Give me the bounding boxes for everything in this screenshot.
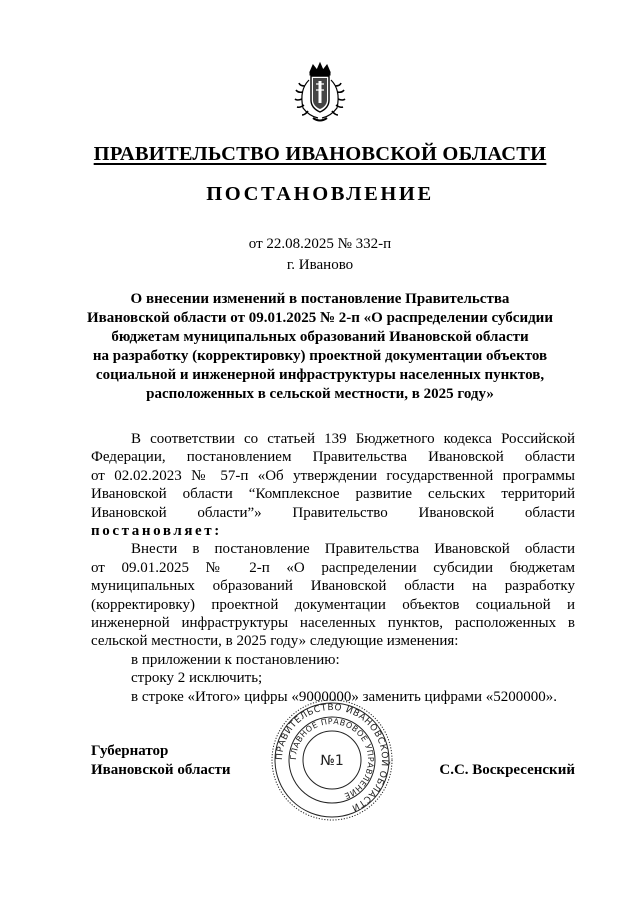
body-line: В соответствии со статьей 139 Бюджетного кодекса Российской bbox=[131, 431, 575, 447]
body-line: сельской местности, в 2025 году» следующие изменения: bbox=[91, 633, 459, 650]
position-line: Ивановской области bbox=[91, 762, 231, 778]
body-line: от 02.02.2023 № 57-п «Об утверждении государственной программы bbox=[91, 467, 575, 484]
position-line: Губернатор bbox=[91, 743, 169, 759]
body-line: от 09.01.2025 № 2-п «О распределении субсидии бюджетам bbox=[91, 559, 575, 576]
document-type-title: ПОСТАНОВЛЕНИЕ bbox=[206, 183, 434, 205]
subject-line: бюджетам муниципальных образований Ивановской области bbox=[111, 329, 529, 345]
subject-line: на разработку (корректировку) проектной документации объектов bbox=[92, 348, 548, 364]
body-line: Ивановской области”» Правительство Ивановской области bbox=[91, 504, 575, 521]
document-body bbox=[91, 430, 575, 706]
stamp-ring-text: ПРАВИТЕЛЬСТВО ИВАНОВСКОЙ ОБЛАСТИ bbox=[274, 702, 390, 813]
body-line: (корректировку) проектной документации объектов социальной и bbox=[91, 596, 575, 613]
stamp-number: №1 bbox=[320, 753, 344, 769]
change-item: строку 2 исключить; bbox=[131, 670, 263, 687]
body-line: Внести в постановление Правительства Ивановской области bbox=[131, 541, 575, 558]
subject-line: расположенных в сельской местности, в 2025 году» bbox=[146, 386, 494, 402]
city: г. Иваново bbox=[286, 257, 354, 273]
organization-title: ПРАВИТЕЛЬСТВО ИВАНОВСКОЙ ОБЛАСТИ bbox=[93, 143, 547, 165]
body-line: инженерной инфраструктуры населенных пунктов, расположенных в bbox=[91, 615, 575, 632]
body-line: муниципальных образований Ивановской области на разработку bbox=[91, 578, 575, 595]
subject-line: Ивановской области от 09.01.2025 № 2-п «О распределении субсидии bbox=[87, 310, 553, 326]
document-subject bbox=[84, 290, 556, 404]
change-item: в строке «Итого» цифры «9000000» заменить цифрами «5200000». bbox=[131, 688, 558, 705]
coat-of-arms-icon bbox=[291, 60, 349, 126]
subject-line: социальной и инженерной инфраструктуры населенных пунктов, bbox=[95, 367, 545, 383]
date-number: от 22.08.2025 № 332-п bbox=[248, 236, 392, 252]
resolves-word: постановляет: bbox=[91, 523, 222, 540]
signer-name: С.С. Воскресенский bbox=[439, 762, 575, 778]
body-line: Федерации, постановлением Правительства Ивановской области bbox=[91, 449, 575, 466]
official-stamp bbox=[270, 698, 394, 822]
change-item: в приложении к постановлению: bbox=[131, 651, 340, 668]
body-line: Ивановской области “Комплексное развитие сельских территорий bbox=[91, 486, 575, 503]
signature-position bbox=[91, 742, 231, 780]
subject-line: О внесении изменений в постановление Правительства bbox=[130, 291, 510, 307]
stamp-inner-text: ГЛАВНОЕ ПРАВОВОЕ УПРАВЛЕНИЕ bbox=[288, 716, 376, 801]
